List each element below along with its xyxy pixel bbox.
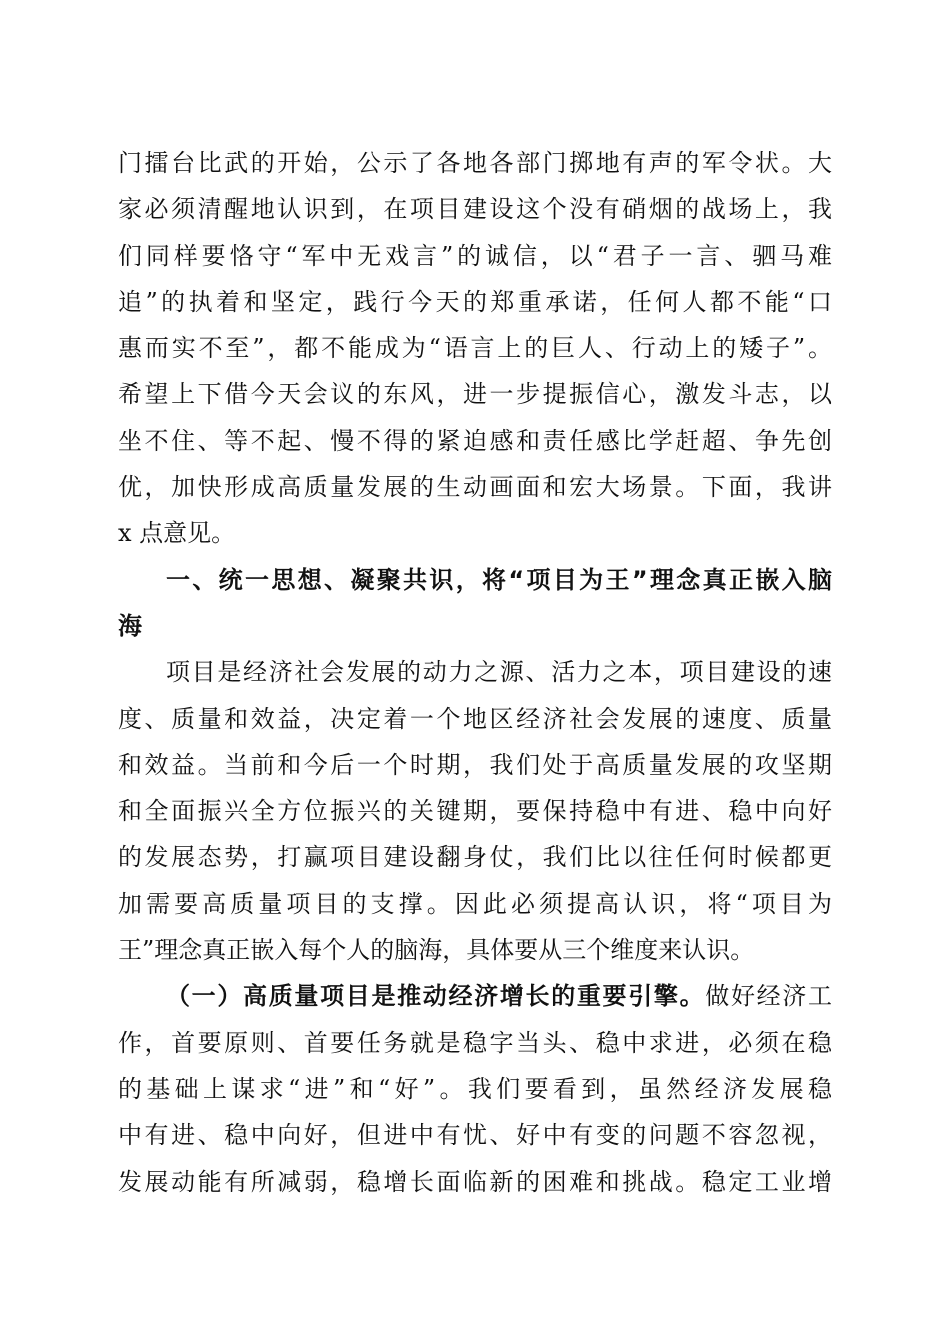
text-line: 希望上下借今天会议的东风，进一步提振信心，激发斗志，以 xyxy=(118,380,832,409)
text-line: 的发展态势，打赢项目建设翻身仗，我们比以往任何时候都更 xyxy=(118,843,832,872)
text-line: 追”的执着和坚定，践行今天的郑重承诺，任何人都不能“口 xyxy=(118,287,832,316)
text-line: 们同样要恪守“军中无戏言”的诚信，以“君子一言、驷马难 xyxy=(118,241,832,270)
text-line: 中有进、稳中向好，但进中有忧、好中有变的问题不容忽视， xyxy=(118,1121,832,1150)
heading-line: 海 xyxy=(118,611,142,640)
subsection-lead-line xyxy=(118,973,832,1019)
document-body xyxy=(118,140,832,1205)
text-line: 加需要高质量项目的支撑。因此必须提高认识，将“项目为 xyxy=(118,889,832,918)
text-line: 和全面振兴全方位振兴的关键期，要保持稳中有进、稳中向好 xyxy=(118,797,832,826)
text-line: 家必须清醒地认识到，在项目建设这个没有硝烟的战场上，我 xyxy=(118,195,832,224)
text-line: 项目是经济社会发展的动力之源、活力之本，项目建设的速 xyxy=(166,658,832,687)
text-line: x 点意见。 xyxy=(118,519,236,548)
text-line: 惠而实不至”，都不能成为“语言上的巨人、行动上的矮子”。 xyxy=(118,334,832,363)
paragraph-project-importance xyxy=(118,649,832,973)
text-line: 发展动能有所减弱，稳增长面临新的困难和挑战。稳定工业增 xyxy=(118,1167,832,1196)
heading-line: 一、统一思想、凝聚共识，将“项目为王”理念真正嵌入脑 xyxy=(166,565,832,594)
text-line: 王”理念真正嵌入每个人的脑海，具体要从三个维度来认识。 xyxy=(118,936,755,965)
section-heading xyxy=(118,557,832,650)
text-line: 坐不住、等不起、慢不得的紧迫感和责任感比学赶超、争先创 xyxy=(118,426,832,455)
text-line: 作，首要原则、首要任务就是稳字当头、稳中求进，必须在稳 xyxy=(118,1028,832,1057)
text-line: 和效益。当前和今后一个时期，我们处于高质量发展的攻坚期 xyxy=(118,750,832,779)
text-line: 度、质量和效益，决定着一个地区经济社会发展的速度、质量 xyxy=(118,704,832,733)
paragraph-subsection-1 xyxy=(118,973,832,1204)
text-line: 的基础上谋求“进”和“好”。我们要看到，虽然经济发展稳 xyxy=(118,1074,832,1103)
lead-text: 做好经济工 xyxy=(705,982,833,1011)
text-line: 门擂台比武的开始，公示了各地各部门掷地有声的军令状。大 xyxy=(118,149,832,177)
subsection-title: （一）高质量项目是推动经济增长的重要引擎。 xyxy=(166,981,706,1011)
text-line: 优，加快形成高质量发展的生动画面和宏大场景。下面，我讲 xyxy=(118,473,832,502)
paragraph-intro xyxy=(118,140,832,557)
